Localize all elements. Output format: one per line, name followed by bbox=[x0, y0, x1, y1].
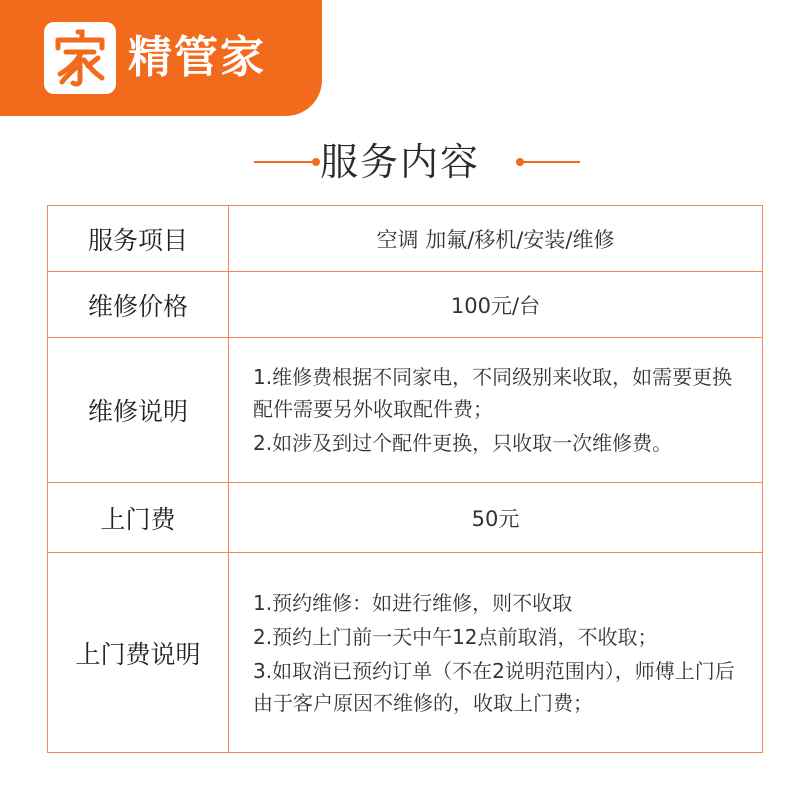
row-label: 上门费 bbox=[48, 483, 229, 553]
row-value: 空调 加氟/移机/安装/维修 bbox=[229, 206, 763, 272]
brand-banner bbox=[0, 0, 322, 116]
section-title: 服务内容 bbox=[319, 140, 480, 184]
table-row-visit-fee bbox=[48, 483, 763, 553]
brand-name: 精管家 bbox=[128, 32, 266, 83]
row-notes bbox=[229, 338, 763, 483]
brand-logo bbox=[44, 22, 116, 94]
note-item: 1.维修费根据不同家电，不同级别来收取，如需要更换配件需要另外收取配件费； bbox=[253, 365, 733, 421]
heading-decoration-right-line bbox=[522, 161, 580, 163]
row-value: 50元 bbox=[229, 483, 763, 553]
table-row-service-item bbox=[48, 206, 763, 272]
note-item: 2.预约上门前一天中午12点前取消，不收取； bbox=[253, 624, 658, 649]
table-row-repair-price bbox=[48, 272, 763, 338]
row-label: 维修说明 bbox=[48, 338, 229, 483]
row-value: 100元/台 bbox=[229, 272, 763, 338]
table-row-visit-fee-notes bbox=[48, 553, 763, 753]
row-label: 维修价格 bbox=[48, 272, 229, 338]
table-row-repair-notes bbox=[48, 338, 763, 483]
note-item: 3.如取消已预约订单（不在2说明范围内），师傅上门后由于客户原因不维修的，收取上门费； bbox=[253, 658, 735, 715]
note-item: 1.预约维修：如进行维修，则不收取 bbox=[253, 590, 573, 615]
row-label: 上门费说明 bbox=[48, 553, 229, 753]
section-heading bbox=[0, 132, 800, 192]
row-notes bbox=[229, 553, 763, 753]
note-item: 2.如涉及到过个配件更换，只收取一次维修费。 bbox=[253, 431, 673, 455]
home-character-icon bbox=[44, 22, 116, 94]
service-table bbox=[47, 205, 763, 753]
row-label: 服务项目 bbox=[48, 206, 229, 272]
